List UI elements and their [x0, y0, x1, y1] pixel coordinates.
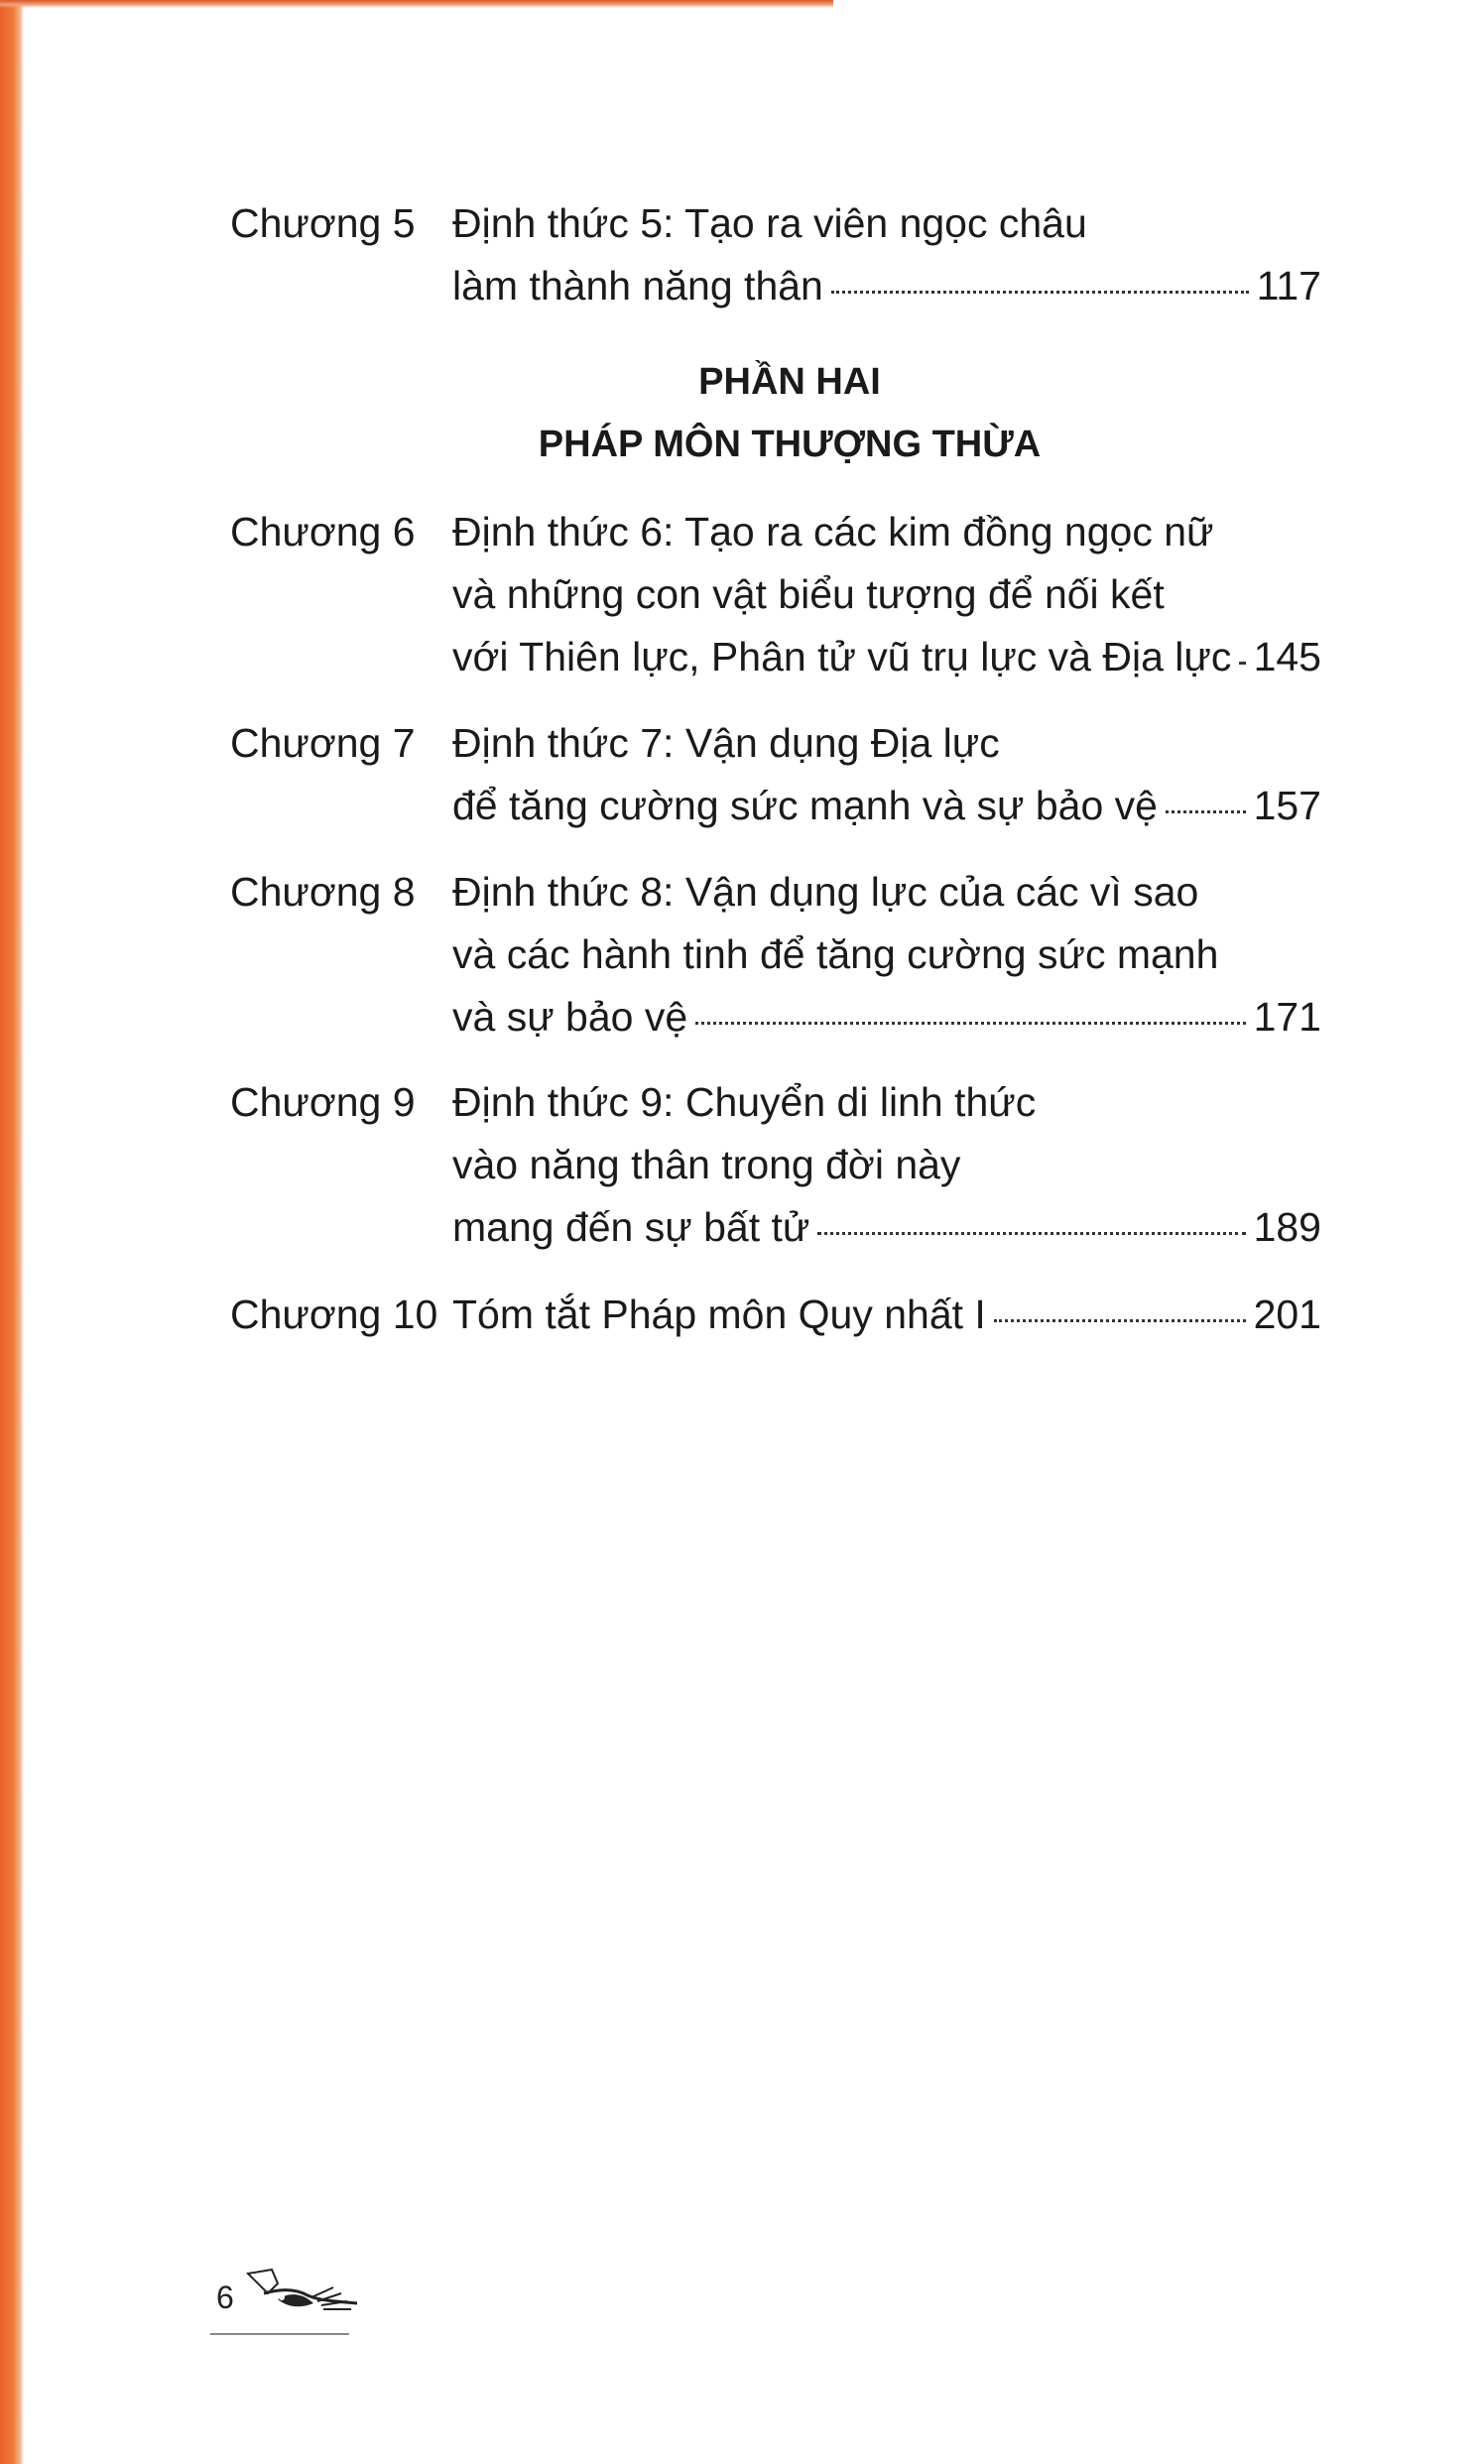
- chapter-label: Chương 8: [230, 869, 416, 915]
- chapter-label: Chương 10: [230, 1292, 438, 1337]
- entry-title-line: Định thức 9: Chuyển di linh thức: [452, 1079, 1037, 1125]
- dot-leader: [695, 1021, 1245, 1025]
- entry-title-line: và những con vật biểu tượng để nối kết: [452, 571, 1165, 617]
- part-heading: PHẦN HAI: [698, 361, 881, 403]
- dot-leader: [994, 1318, 1246, 1322]
- folio-rule: [210, 2333, 349, 2335]
- entry-title-line: Tóm tắt Pháp môn Quy nhất I: [452, 1292, 986, 1337]
- chapter-label: Chương 6: [230, 509, 416, 554]
- dot-leader: [831, 290, 1249, 294]
- entry-title-line: Định thức 6: Tạo ra các kim đồng ngọc nữ: [452, 509, 1214, 554]
- entry-title-line: với Thiên lực, Phân tử vũ trụ lực và Địa lực: [452, 634, 1232, 679]
- dot-leader: [1166, 809, 1246, 813]
- chapter-label: Chương 9: [230, 1079, 416, 1125]
- page-number: 189: [1253, 1204, 1321, 1250]
- entry-title-line: làm thành năng thân: [452, 263, 823, 308]
- page-number: 171: [1253, 994, 1321, 1040]
- entry-last-line: [452, 986, 1321, 1048]
- entry-last-line: [452, 1284, 1321, 1346]
- part-subheading: PHÁP MÔN THƯỢNG THỪA: [538, 424, 1042, 465]
- page-number: 117: [1256, 263, 1321, 308]
- entry-title-line: và sự bảo vệ: [452, 994, 688, 1040]
- entry-title-line: và các hành tinh để tăng cường sức mạnh: [452, 931, 1219, 977]
- entry-title-line: Định thức 5: Tạo ra viên ngọc châu: [452, 200, 1087, 246]
- page-number: 145: [1253, 634, 1321, 679]
- chapter-label: Chương 7: [230, 720, 416, 766]
- entry-title-line: mang đến sự bất tử: [452, 1204, 810, 1250]
- dot-leader: [817, 1231, 1245, 1235]
- entry-title-line: Định thức 7: Vận dụng Địa lực: [452, 720, 1000, 766]
- entry-title-line: để tăng cường sức mạnh và sự bảo vệ: [452, 783, 1158, 828]
- page-number: 201: [1253, 1292, 1321, 1337]
- entry-last-line: [452, 775, 1321, 837]
- entry-title-line: Định thức 8: Vận dụng lực của các vì sao: [452, 869, 1199, 915]
- entry-last-line: [452, 1196, 1321, 1259]
- bird-ornament-icon: [238, 2264, 367, 2323]
- entry-title-line: vào năng thân trong đời này: [452, 1142, 961, 1187]
- page-number: 157: [1253, 783, 1321, 828]
- page-number-folio: 6: [216, 2279, 234, 2315]
- entry-last-line: [452, 255, 1321, 317]
- dot-leader: [1239, 661, 1245, 665]
- entry-last-line: [452, 626, 1321, 688]
- chapter-label: Chương 5: [230, 200, 416, 246]
